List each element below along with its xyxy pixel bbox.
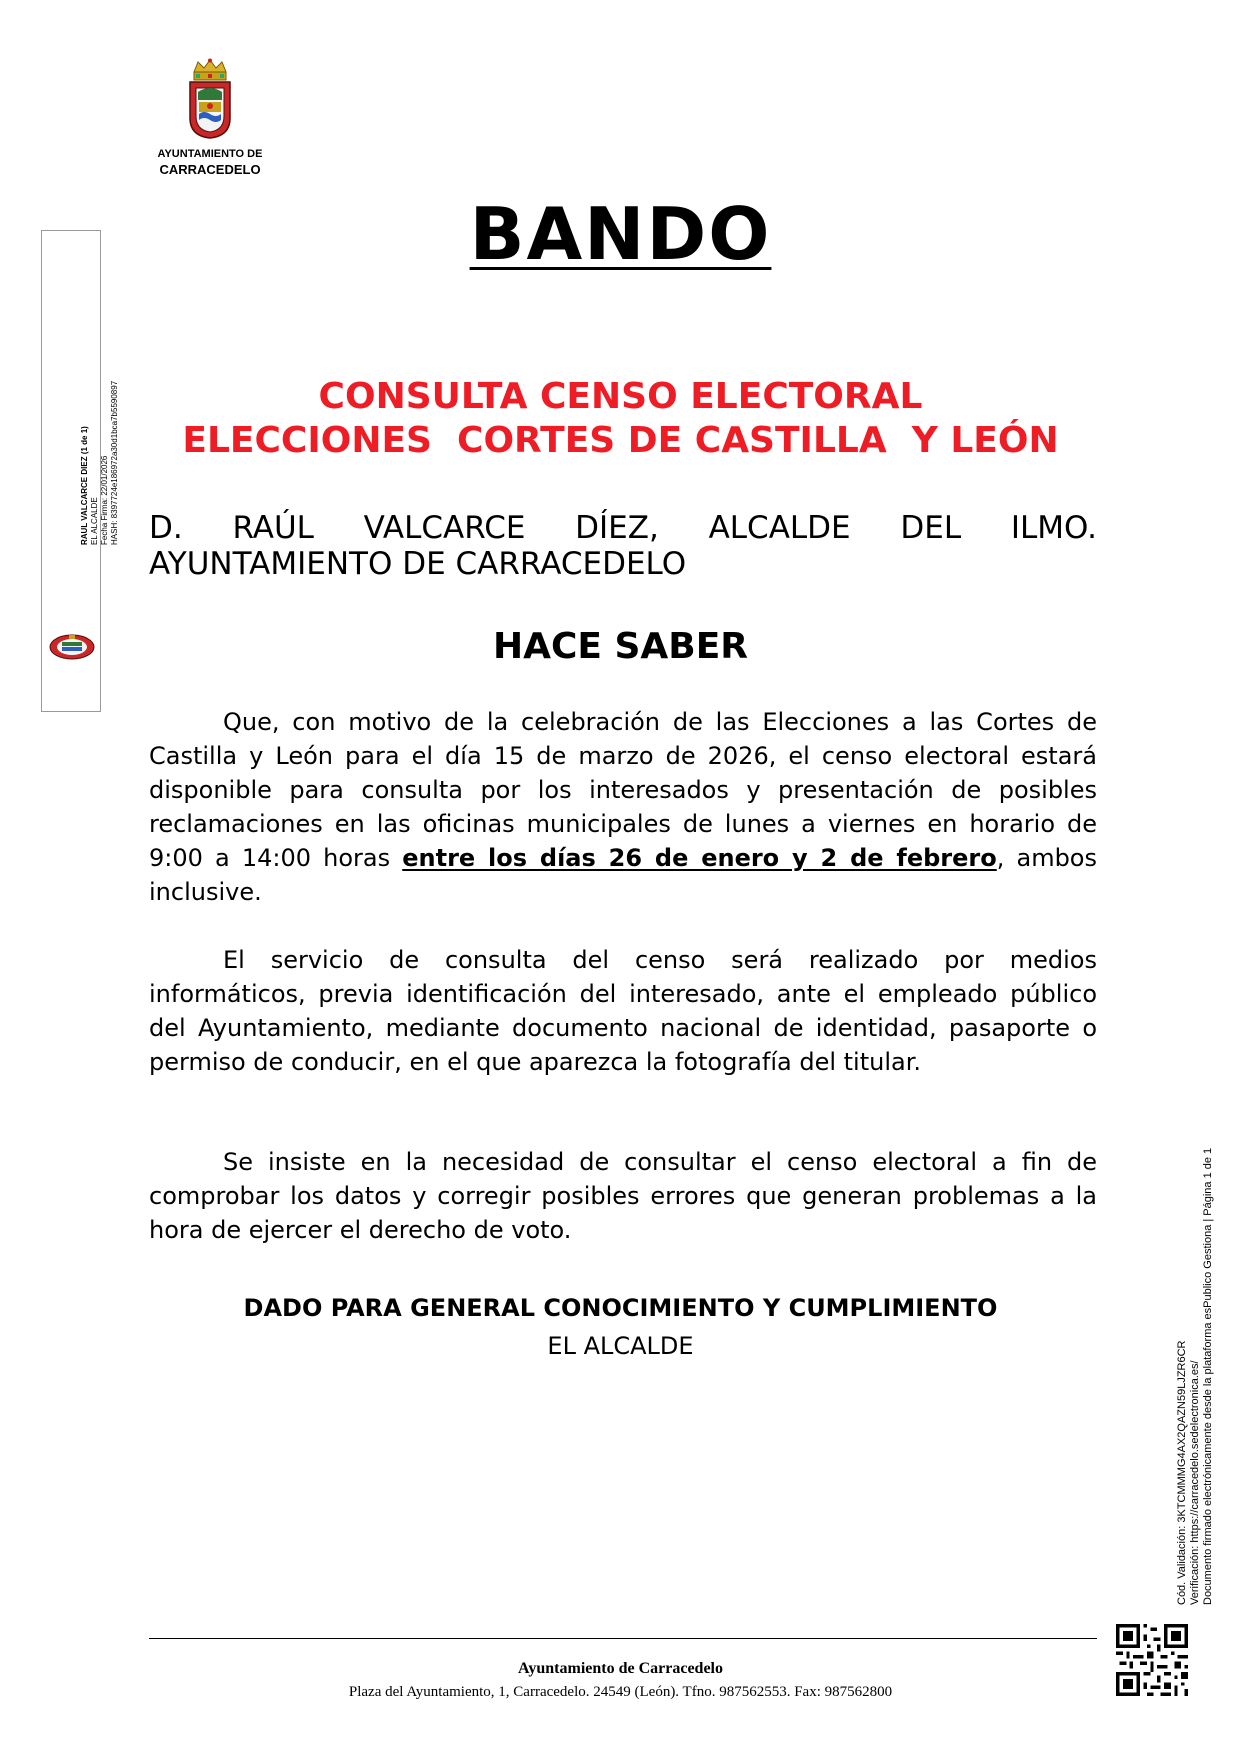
org-name-line1: AYUNTAMIENTO DE <box>157 148 263 160</box>
paragraph-3 <box>149 1145 1097 1247</box>
signer-title: EL ALCALDE <box>547 1332 694 1360</box>
footer-divider <box>149 1638 1097 1639</box>
verification-details <box>1176 1148 1215 1605</box>
paragraph-2 <box>149 943 1097 1079</box>
platform-note: Documento firmado electrónicamente desde la plataforma esPublico Gestiona | Página 1 de 1 <box>1202 1147 1214 1605</box>
validation-code: Cód. Validación: 3KTCMMMG4AX2QAZN59LJZR6CR <box>1176 1340 1188 1605</box>
paragraph-2-text: El servicio de consulta del censo será realizado por medios informáticos, previa identificación del interesado, ante el empleado público del Ayuntamiento, mediante documento nacional de identidad, pasaporte o permiso de conducir, en el que aparezca la fotografía del titular. <box>149 946 1097 1076</box>
coat-of-arms-icon <box>186 58 234 140</box>
signer-name: RAUL VALCARCE DIEZ (1 de 1) <box>80 426 89 545</box>
mayor-intro: D. RAÚL VALCARCE DÍEZ, ALCALDE DEL ILMO. AYUNTAMIENTO DE CARRACEDELO <box>149 510 1097 582</box>
subtitle-line2: ELECCIONES CORTES DE CASTILLA Y LEÓN <box>182 420 1059 461</box>
verification-url: Verificación: https://carracedelo.sedelectronica.es/ <box>1189 1360 1201 1605</box>
footer-address: Plaza del Ayuntamiento, 1, Carracedelo. 24549 (León). Tfno. 987562553. Fax: 987562800 <box>348 1684 893 1700</box>
signature-hash: HASH: 8397724e186972a30d1bca7b5590897 <box>110 380 119 545</box>
footer-org-name: Ayuntamiento de Carracedelo <box>518 1660 723 1677</box>
signature-date: Fecha Firma: 22/01/2026 <box>100 455 109 545</box>
document-subtitle <box>0 375 1241 463</box>
subtitle-line1: CONSULTA CENSO ELECTORAL <box>318 376 923 417</box>
document-title <box>0 192 1241 276</box>
org-name-line2: CARRACEDELO <box>159 162 261 177</box>
title-text: BANDO <box>469 192 772 276</box>
hace-saber-heading: HACE SABER <box>492 626 749 667</box>
signer-role: EL ALCALDE <box>90 497 99 545</box>
paragraph-1 <box>149 705 1097 909</box>
paragraph-3-text: Se insiste en la necesidad de consultar el censo electoral a fin de comprobar los datos y corregir posibles errores que generan problemas a la hora de ejercer el derecho de voto. <box>149 1148 1097 1244</box>
paragraph-1-text: Que, con motivo de la celebración de las Elecciones a las Cortes de Castilla y León para el día 15 de marzo de 2026, el censo electoral estará disponible para consulta por los interesados y presentación de posibles reclamaciones en las oficinas municipales de lunes a viernes en horario de 9:00 a 14:00 horas <box>149 708 1097 872</box>
municipal-logo <box>150 58 270 178</box>
closing-statement: DADO PARA GENERAL CONOCIMIENTO Y CUMPLIMIENTO <box>243 1294 998 1322</box>
paragraph-1-dates: entre los días 26 de enero y 2 de febrero <box>402 844 997 872</box>
paragraph-1-end: , ambos inclusive. <box>149 844 1097 906</box>
